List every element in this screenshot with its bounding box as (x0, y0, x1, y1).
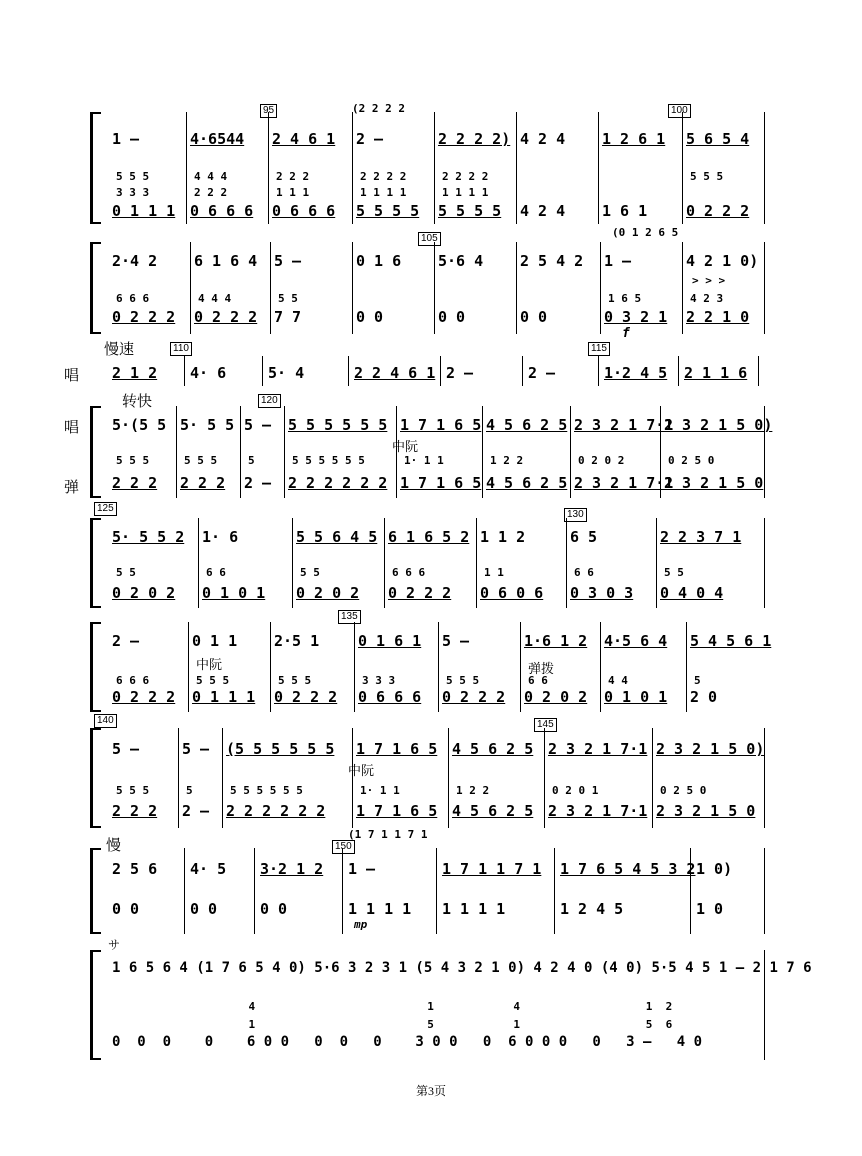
measure: 0 2 5 0 (660, 784, 707, 797)
barline (352, 242, 353, 334)
measure: 2 – (244, 474, 272, 492)
measure: 0 2 2 2 (112, 688, 176, 706)
measure: 4 4 4 (198, 292, 232, 305)
barline (516, 242, 517, 334)
measure: 2 5 4 2 (520, 252, 584, 270)
measure-number-130: 130 (564, 508, 587, 522)
barline (764, 950, 765, 1060)
barline (198, 518, 199, 608)
measure: 2 – (112, 632, 140, 650)
measure-number-95: 95 (260, 104, 277, 118)
measure: 2 2 3 7 1 (660, 528, 742, 546)
system-1 (96, 102, 766, 224)
measure: 7 7 (274, 308, 302, 326)
barline (448, 728, 449, 828)
measure: 0 2 5 0 (668, 454, 715, 467)
measure: 6 6 (206, 566, 226, 579)
barline (440, 356, 441, 386)
melody-row (108, 364, 760, 384)
barline (240, 406, 241, 498)
measure: 1 1 1 (276, 186, 310, 199)
measure: 4 5 6 2 5 (452, 802, 534, 820)
top-annotation: (0 1 2 6 5 (612, 226, 679, 239)
measure: 0 6 6 6 (272, 202, 336, 220)
melody-row (108, 528, 760, 548)
measure: 5 – (182, 740, 210, 758)
measure: 5·(5 5 (112, 416, 167, 434)
measure: 2 4 6 1 (272, 130, 336, 148)
tempo-marking: 慢速 (104, 340, 135, 358)
measure: 6 1 6 5 2 (388, 528, 470, 546)
measure-number-150: 150 (332, 840, 355, 854)
measure: 2 3 2 1 5 0 (664, 474, 764, 492)
measure: 0 2 0 2 (524, 688, 588, 706)
measure: 5 5 (300, 566, 320, 579)
measure: 1 – (604, 252, 632, 270)
measure: 4 5 6 2 5 (486, 474, 568, 492)
measure: 5· 4 (268, 364, 305, 382)
measure: 0 6 6 6 (190, 202, 254, 220)
measure: 5 5 5 5 (356, 202, 420, 220)
measure: 0 1 1 1 (112, 202, 176, 220)
measure: 1 7 1 6 5 (356, 740, 438, 758)
measure: 4 2 1 0) (686, 252, 759, 270)
measure: 5 5 5 (196, 674, 230, 687)
bass-row (108, 688, 760, 708)
measure: 2 1 1 6 (684, 364, 748, 382)
system-bracket (90, 728, 101, 828)
measure: 0 0 (438, 308, 466, 326)
harmony-row-upper (108, 454, 760, 468)
measure: (5 5 5 5 5 5 (226, 740, 335, 758)
accent-marks: > > > (692, 274, 726, 287)
measure: 1 6 1 (602, 202, 648, 220)
measure: 2·5 1 (274, 632, 320, 650)
melody-row (108, 632, 772, 652)
measure: 2 – (356, 130, 384, 148)
measure: 1· 6 (202, 528, 239, 546)
measure: 5 (186, 784, 193, 797)
measure: 5 5 5 (116, 454, 150, 467)
measure: 3·2 1 2 (260, 860, 324, 878)
measure: 5· 5 5 (180, 416, 235, 434)
measure: 2 – (446, 364, 474, 382)
barline (598, 112, 599, 224)
measure: 2 3 2 1 5 0) (664, 416, 773, 434)
barline (764, 242, 765, 334)
measure: 1·2 4 5 (604, 364, 668, 382)
measure: 1 1 1 1 (442, 900, 506, 918)
measure: 1 7 6 5 4 5 3 2 (560, 860, 696, 878)
measure: 5 – (112, 740, 140, 758)
system-5 (96, 503, 766, 608)
barline (600, 622, 601, 712)
measure: 2 2 2 (180, 474, 226, 492)
measure: 0 3 2 1 (604, 308, 668, 326)
barline (188, 622, 189, 712)
tempo-marking: サ (108, 938, 121, 952)
measure: 5 5 5 5 5 5 (292, 454, 365, 467)
bass-row (108, 1034, 760, 1054)
measure: 2 3 2 1 7·1 (548, 740, 648, 758)
measure: 5·6 4 (438, 252, 484, 270)
measure: 2 2 2 2 (360, 170, 407, 183)
measure: 0 2 2 2 (274, 688, 338, 706)
barline (178, 728, 179, 828)
barline (434, 242, 435, 334)
tempo-marking: 转快 (122, 392, 153, 410)
barline (682, 112, 683, 224)
measure-number-125: 125 (94, 502, 117, 516)
barline (652, 728, 653, 828)
barline (270, 242, 271, 334)
barline (262, 356, 263, 386)
barline (520, 622, 521, 712)
system-8 (96, 828, 766, 934)
measure: 6 6 (574, 566, 594, 579)
barline (268, 112, 269, 224)
measure: 5 5 5 (116, 170, 150, 183)
system-bracket (90, 622, 101, 712)
bass-row (108, 474, 764, 494)
measure: 2·4 2 (112, 252, 158, 270)
measure: 5 – (244, 416, 272, 434)
measure: 0 2 0 2 (112, 584, 176, 602)
barline (254, 848, 255, 934)
measure: 2 2 2 (112, 474, 158, 492)
measure: 2 3 2 1 5 0) (656, 740, 765, 758)
measure: 3 3 3 (362, 674, 396, 687)
barline (186, 112, 187, 224)
measure: 0 0 (190, 900, 218, 918)
measure: 1· 1 1 (360, 784, 400, 797)
instrument-label: 中阮 (392, 440, 419, 455)
barline (682, 242, 683, 334)
measure: 1 2 2 (456, 784, 490, 797)
measure: 1 1 1 1 (442, 186, 489, 199)
measure: 4 5 6 2 5 (486, 416, 568, 434)
measure: 0 1 1 1 (192, 688, 256, 706)
measure: 5 5 (116, 566, 136, 579)
measure: 3 3 3 (116, 186, 150, 199)
measure: 0 2 0 1 (552, 784, 599, 797)
barline (184, 848, 185, 934)
measure: 0 2 2 2 (194, 308, 258, 326)
measure: 0 1 1 (192, 632, 238, 650)
measure: 1·6 1 2 (524, 632, 588, 650)
system-4 (96, 392, 773, 498)
barline (690, 848, 691, 934)
dynamic-marking: f (622, 326, 630, 341)
system-bracket (90, 112, 101, 224)
measure: 1 – (348, 860, 376, 878)
barline (352, 728, 353, 828)
measure: 1 7 1 6 5 (400, 416, 482, 434)
bass-row (108, 802, 760, 822)
measure: 1 1 1 1 (360, 186, 407, 199)
barline (384, 518, 385, 608)
measure: 0 1 0 1 (202, 584, 266, 602)
measure: 0 0 (520, 308, 548, 326)
measure: 2 2 4 6 1 (354, 364, 436, 382)
measure: 2 3 2 1 7·1 (574, 474, 674, 492)
barline (660, 406, 661, 498)
barline (436, 848, 437, 934)
system-7 (96, 715, 766, 828)
measure: 0 0 (356, 308, 384, 326)
measure: 2 2 2 (194, 186, 228, 199)
measure: 1 – (112, 130, 140, 148)
barline (190, 242, 191, 334)
measure: 1 1 1 1 (348, 900, 412, 918)
measure: 6 6 6 (116, 674, 150, 687)
barline (476, 518, 477, 608)
measure: 6 6 6 (392, 566, 426, 579)
measure: 2 2 2 (276, 170, 310, 183)
measure: 4·6544 (190, 130, 245, 148)
harmony-text: 1 5 1 5 6 (116, 1018, 673, 1031)
page-number: 第3页 (415, 1084, 446, 1098)
barline (764, 848, 765, 934)
measure: 5 – (274, 252, 302, 270)
instrument-label: 中阮 (348, 764, 375, 779)
top-annotation: (1 7 1 1 7 1 (348, 828, 428, 841)
melody-row (108, 740, 765, 760)
measure: 5 5 6 4 5 (296, 528, 378, 546)
measure: 4 2 4 (520, 130, 566, 148)
measure: 5 5 5 (116, 784, 150, 797)
measure: 2 2 2 2 2 2 (226, 802, 326, 820)
top-annotation: (2 2 2 2 (352, 102, 405, 115)
measure: 6 6 (528, 674, 548, 687)
barline (222, 728, 223, 828)
barline (566, 518, 567, 608)
measure: 5 5 5 (184, 454, 218, 467)
barline (292, 518, 293, 608)
measure: 2 – (182, 802, 210, 820)
barline (176, 406, 177, 498)
measure: 5 5 5 5 5 5 (288, 416, 388, 434)
measure-number-135: 135 (338, 610, 361, 624)
barline (686, 622, 687, 712)
measure: 0 0 (112, 900, 140, 918)
measure: 2 – (528, 364, 556, 382)
measure: 0 2 2 2 (112, 308, 176, 326)
measure: 2 5 6 (112, 860, 158, 878)
barline (270, 622, 271, 712)
melody-row (108, 416, 773, 436)
harmony-row-upper (108, 566, 760, 580)
dynamic-marking: mp (354, 918, 368, 931)
bass-row (108, 900, 760, 920)
system-2 (96, 226, 766, 341)
measure: 5 5 (278, 292, 298, 305)
barline (570, 406, 571, 498)
measure: 2 1 2 (112, 364, 158, 382)
measure: 0 2 2 2 (442, 688, 506, 706)
barline (352, 112, 353, 224)
melody-text: 1 6 5 6 4 (1 7 6 5 4 0) 5·6 3 2 3 1 (5 4 3 2 1 0) 4 2 4 0 (4 0) 5·5 4 5 1 – 2 1 7 6 (112, 960, 812, 976)
measure: 2 3 2 1 5 0 (656, 802, 756, 820)
system-9 (96, 938, 812, 1060)
measure: 0 6 0 6 (480, 584, 544, 602)
measure: 6 1 6 4 (194, 252, 258, 270)
measure: 0 0 (260, 900, 288, 918)
measure: 1 1 2 (480, 528, 526, 546)
barline (758, 356, 759, 386)
measure: 4 2 4 (520, 202, 566, 220)
barline (598, 356, 599, 386)
measure: 0 2 2 2 (388, 584, 452, 602)
barline (342, 848, 343, 934)
measure: 5 5 5 (278, 674, 312, 687)
measure: 2 2 2 2 (442, 170, 489, 183)
measure: 1· 1 1 (404, 454, 444, 467)
instrument-label-tanbo: 弹拨 (528, 662, 555, 677)
measure: 2 3 2 1 7·1 (574, 416, 674, 434)
bass-text: 0 0 0 0 6 0 0 0 0 0 3 0 0 0 6 0 0 0 0 3 – 4 0 (112, 1034, 703, 1050)
system-6 (96, 611, 772, 712)
barline (284, 406, 285, 498)
barline (516, 112, 517, 224)
measure: 0 1 6 (356, 252, 402, 270)
barline (354, 622, 355, 712)
measure: 5· 5 5 2 (112, 528, 185, 546)
measure: 0 3 0 3 (570, 584, 634, 602)
measure: 2 2 2 2 2 2 (288, 474, 388, 492)
measure: 2 2 2 2) (438, 130, 511, 148)
measure-number-105: 105 (418, 232, 441, 246)
melody-row (108, 860, 760, 880)
measure: 5 (248, 454, 255, 467)
barline (348, 356, 349, 386)
measure: 4·5 6 4 (604, 632, 668, 650)
measure: 1 2 4 5 (560, 900, 624, 918)
measure: 5 (694, 674, 701, 687)
harmony-row-upper (108, 1000, 760, 1014)
barline (434, 112, 435, 224)
measure-number-110: 110 (170, 342, 192, 356)
measure: 5 6 5 4 (686, 130, 750, 148)
measure: 6 6 6 (116, 292, 150, 305)
barline (678, 356, 679, 386)
measure: 5 4 5 6 1 (690, 632, 772, 650)
measure: 0 1 0 1 (604, 688, 668, 706)
barline (764, 406, 765, 498)
harmony-row-middle (108, 1018, 760, 1032)
harmony-row-upper (108, 784, 760, 798)
barline (544, 728, 545, 828)
measure: 2 2 2 (112, 802, 158, 820)
measure: 1 7 1 6 5 (400, 474, 482, 492)
measure: 0 2 0 2 (578, 454, 625, 467)
measure: 5 5 5 (446, 674, 480, 687)
barline (656, 518, 657, 608)
measure: 1 7 1 1 7 1 (442, 860, 542, 878)
barline (600, 242, 601, 334)
measure: 0 2 0 2 (296, 584, 360, 602)
measure: 5 – (442, 632, 470, 650)
part-label-chang: 唱 (64, 418, 80, 436)
bass-row (108, 584, 760, 604)
barline (764, 112, 765, 224)
measure: 1 0 (696, 900, 724, 918)
measure: 1 6 5 (608, 292, 642, 305)
instrument-label-ruan: 中阮 (196, 658, 223, 673)
measure: 4 5 6 2 5 (452, 740, 534, 758)
measure: 2 0 (690, 688, 718, 706)
measure: 4 4 4 (194, 170, 228, 183)
barline (764, 728, 765, 828)
harmony-text: 4 1 4 1 2 (116, 1000, 673, 1013)
measure: 4 2 3 (690, 292, 724, 305)
measure: 0 1 6 1 (358, 632, 422, 650)
system-bracket (90, 518, 101, 608)
measure-number-120: 120 (258, 394, 281, 408)
measure: 0 2 2 2 (686, 202, 750, 220)
part-label-tan: 弹 (64, 478, 80, 496)
measure-number-145: 145 (534, 718, 557, 732)
barline (764, 518, 765, 608)
measure: 5 5 (664, 566, 684, 579)
measure: 1 2 2 (490, 454, 524, 467)
system-bracket (90, 242, 101, 334)
measure: 5 5 5 5 (438, 202, 502, 220)
measure: 0 4 0 4 (660, 584, 724, 602)
system-3-vocal (96, 342, 766, 390)
measure: 6 5 (570, 528, 598, 546)
measure: 5 5 5 5 5 5 (230, 784, 303, 797)
measure: 2 3 2 1 7·1 (548, 802, 648, 820)
system-bracket (90, 848, 101, 934)
measure: 1 2 6 1 (602, 130, 666, 148)
barline (554, 848, 555, 934)
measure-number-115: 115 (588, 342, 610, 356)
measure: 4 4 (608, 674, 628, 687)
part-label-chang: 唱 (64, 366, 80, 384)
measure-number-140: 140 (94, 714, 117, 728)
measure: 1 0) (696, 860, 733, 878)
measure: 2 2 1 0 (686, 308, 750, 326)
barline (522, 356, 523, 386)
harmony-row-upper (108, 674, 760, 688)
measure: 5 5 5 (690, 170, 724, 183)
system-bracket (90, 406, 101, 498)
system-bracket (90, 950, 101, 1060)
measure: 1 1 (484, 566, 504, 579)
measure: 1 7 1 6 5 (356, 802, 438, 820)
measure-number-100: 100 (668, 104, 691, 118)
measure: 4· 6 (190, 364, 227, 382)
barline (396, 406, 397, 498)
melody-row (108, 960, 812, 980)
measure: 4· 5 (190, 860, 227, 878)
barline (438, 622, 439, 712)
tempo-marking: 慢 (106, 836, 122, 854)
barline (184, 356, 185, 386)
barline (482, 406, 483, 498)
measure: 0 6 6 6 (358, 688, 422, 706)
